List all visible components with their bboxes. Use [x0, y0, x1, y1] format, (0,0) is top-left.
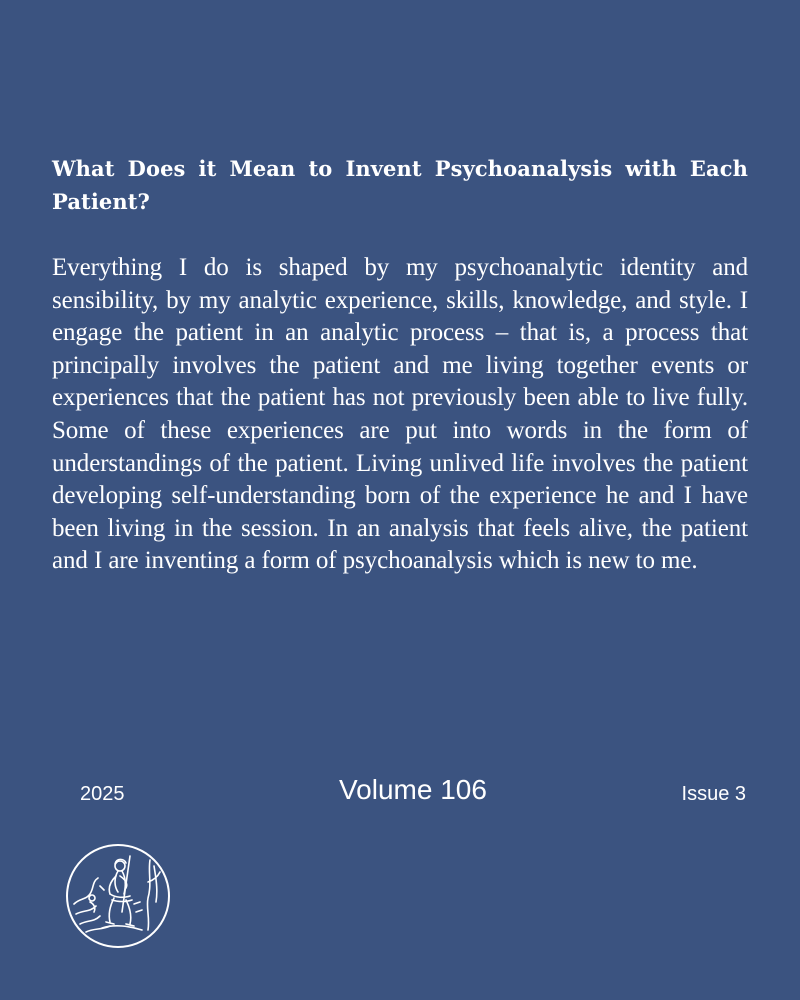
publication-year: 2025: [80, 783, 125, 805]
volume-number: Volume 106: [339, 774, 487, 805]
article-title: What Does it Mean to Invent Psychoanalysis with Each Patient?: [52, 156, 748, 214]
seated-figure-seal-icon: [64, 842, 172, 950]
journal-footer: [80, 772, 746, 812]
issue-number: Issue 3: [681, 783, 746, 805]
article-body: Everything I do is shaped by my psychoanalytic identity and sensibility, by my analytic experience, skills, knowledge, and style. I engage the patient in an analytic process – that is, a process that principally involves the patient and me living together events or experiences that the patient has not previously been able to live fully. Some of these experiences are put into words in the form of understandings of the patient. Living unlived life involves the patient developing self-understanding born of the experience he and I have been living in the session. In an analysis that feels alive, the patient and I are inventing a form of psychoanalysis which is new to me.: [52, 254, 748, 575]
